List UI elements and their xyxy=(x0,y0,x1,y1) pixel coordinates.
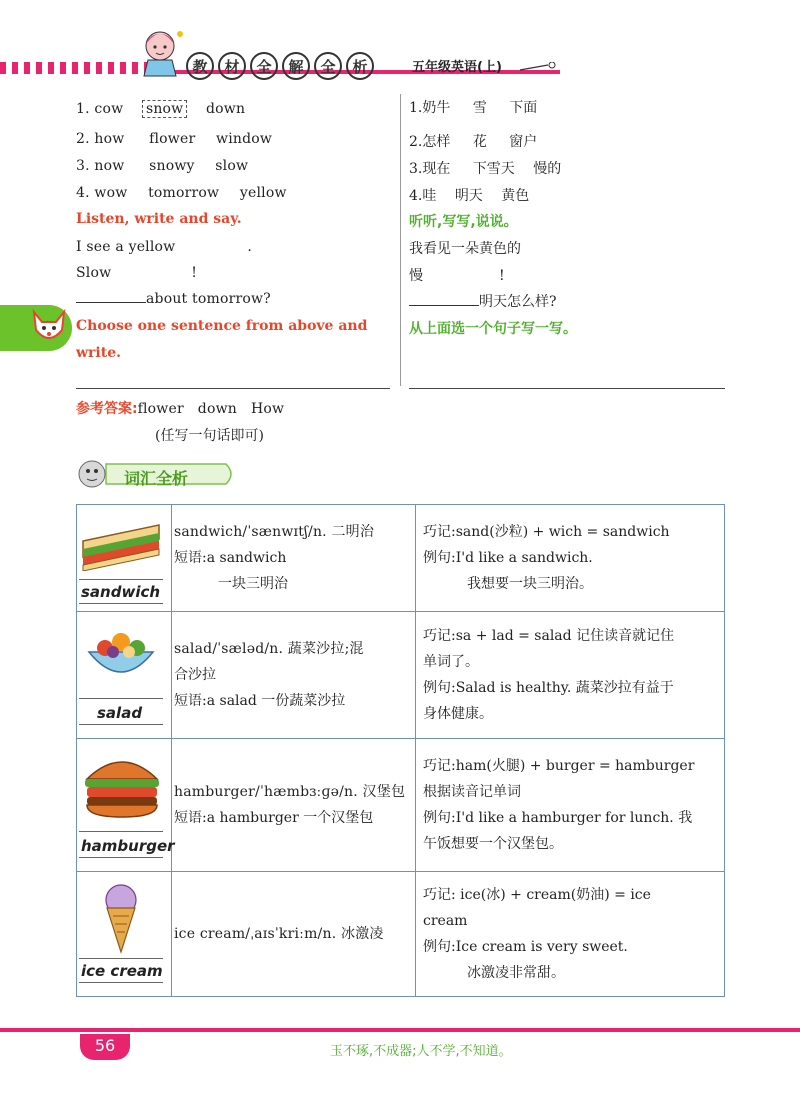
definition-cell: sandwich/ˈsænwɪtʃ/n. 二明治 短语:a sandwich 一块三明治 xyxy=(172,505,416,612)
title-char: 材 xyxy=(218,52,246,80)
ruled-line xyxy=(79,831,163,832)
sandwich-icon xyxy=(79,519,163,571)
header-subtitle: 五年级英语(上) xyxy=(412,60,502,75)
reference-answer: 参考答案:flower down How xyxy=(76,401,285,417)
page-number: 56 xyxy=(94,1036,116,1055)
section-title: 词汇全析 xyxy=(124,469,189,488)
header-title xyxy=(186,52,374,80)
right-row-1: 1.奶牛 雪 下面 xyxy=(409,100,538,116)
left-row-4: 4. wow tomorrow yellow xyxy=(76,185,287,201)
vocab-row xyxy=(77,505,725,612)
answer-note: (任写一句话即可) xyxy=(155,428,264,444)
vocab-image-cell xyxy=(77,505,172,612)
right-sentence-3: 明天怎么样? xyxy=(409,291,557,311)
right-row-4: 4.哇 明天 黄色 xyxy=(409,188,530,204)
ruled-line xyxy=(79,857,163,858)
title-char: 教 xyxy=(186,52,214,80)
left-row-1: 1. cow snow down xyxy=(76,101,246,117)
title-char: 全 xyxy=(250,52,278,80)
pencil-icon xyxy=(518,62,558,72)
column-divider xyxy=(400,94,401,386)
mascot-girl-icon xyxy=(130,26,186,78)
title-char: 全 xyxy=(314,52,342,80)
left-row-2: 2. how flower window xyxy=(76,131,273,147)
highlighted-word: snow xyxy=(142,100,187,118)
title-char: 析 xyxy=(346,52,374,80)
definition-cell: hamburger/ˈhæmbɜːɡə/n. 汉堡包 短语:a hamburger 一个汉堡包 xyxy=(172,739,416,872)
vocab-image-cell xyxy=(77,872,172,997)
listen-heading: Listen, write and say. xyxy=(76,211,242,227)
hamburger-icon xyxy=(81,749,163,819)
vocab-row xyxy=(77,612,725,739)
left-sentence-3: about tomorrow? xyxy=(76,291,271,307)
answer-line-left xyxy=(76,388,390,389)
blank xyxy=(409,305,479,306)
vocab-row xyxy=(77,739,725,872)
right-sentence-2: 慢 ! xyxy=(409,268,505,284)
footer-motto: 玉不琢,不成器;人不学,不知道。 xyxy=(330,1044,512,1059)
right-row-3: 3.现在 下雪天 慢的 xyxy=(409,161,562,177)
title-char: 解 xyxy=(282,52,310,80)
answer-line-right xyxy=(409,388,725,389)
header-checker-pattern xyxy=(0,62,150,74)
vocab-row xyxy=(77,872,725,997)
fox-mascot-icon xyxy=(28,306,70,348)
ruled-line xyxy=(79,698,163,699)
ruled-line xyxy=(79,958,163,959)
ruled-line xyxy=(79,579,163,580)
word-label: salad xyxy=(97,704,143,722)
choose-instruction-2: write. xyxy=(76,345,121,361)
choose-instruction: Choose one sentence from above and xyxy=(76,318,368,334)
left-sentence-1: I see a yellow . xyxy=(76,239,253,255)
ruled-line xyxy=(79,724,163,725)
note-cell: 巧记:sa + lad = salad 记住读音就记住 单词了。 例句:Salad is healthy. 蔬菜沙拉有益于 身体健康。 xyxy=(416,612,725,739)
salad-icon xyxy=(83,622,159,686)
word-label: ice cream xyxy=(81,962,163,980)
ruled-line xyxy=(79,603,163,604)
note-cell: 巧记: ice(冰) + cream(奶油) = ice cream 例句:Ice cream is very sweet. 冰激凌非常甜。 xyxy=(416,872,725,997)
ice-cream-icon xyxy=(99,882,143,954)
left-sentence-2: Slow ! xyxy=(76,265,198,281)
listen-heading-cn: 听听,写写,说说。 xyxy=(409,214,518,230)
blank xyxy=(76,302,146,303)
word-label: sandwich xyxy=(81,583,161,601)
right-sentence-1: 我看见一朵黄色的 xyxy=(409,241,521,257)
definition-cell: ice cream/ˌaɪsˈkriːm/n. 冰激凌 xyxy=(172,872,416,997)
vocab-table xyxy=(76,504,725,997)
right-row-2: 2.怎样 花 窗户 xyxy=(409,134,538,150)
ruled-line xyxy=(79,982,163,983)
vocab-image-cell xyxy=(77,739,175,872)
vocab-image-cell xyxy=(77,612,172,739)
footer-rule xyxy=(0,1028,800,1032)
left-row-3: 3. now snowy slow xyxy=(76,158,249,174)
word-label: hamburger xyxy=(81,837,175,855)
choose-instruction-cn: 从上面选一个句子写一写。 xyxy=(409,321,577,337)
note-cell: 巧记:ham(火腿) + burger = hamburger 根据读音记单词 例句:I'd like a hamburger for lunch. 我 午饭想要一个汉堡包。 xyxy=(416,739,725,872)
definition-cell: salad/ˈsæləd/n. 蔬菜沙拉;混 合沙拉 短语:a salad 一份蔬菜沙拉 xyxy=(172,612,416,739)
note-cell: 巧记:sand(沙粒) + wich = sandwich 例句:I'd like a sandwich. 我想要一块三明治。 xyxy=(416,505,725,612)
